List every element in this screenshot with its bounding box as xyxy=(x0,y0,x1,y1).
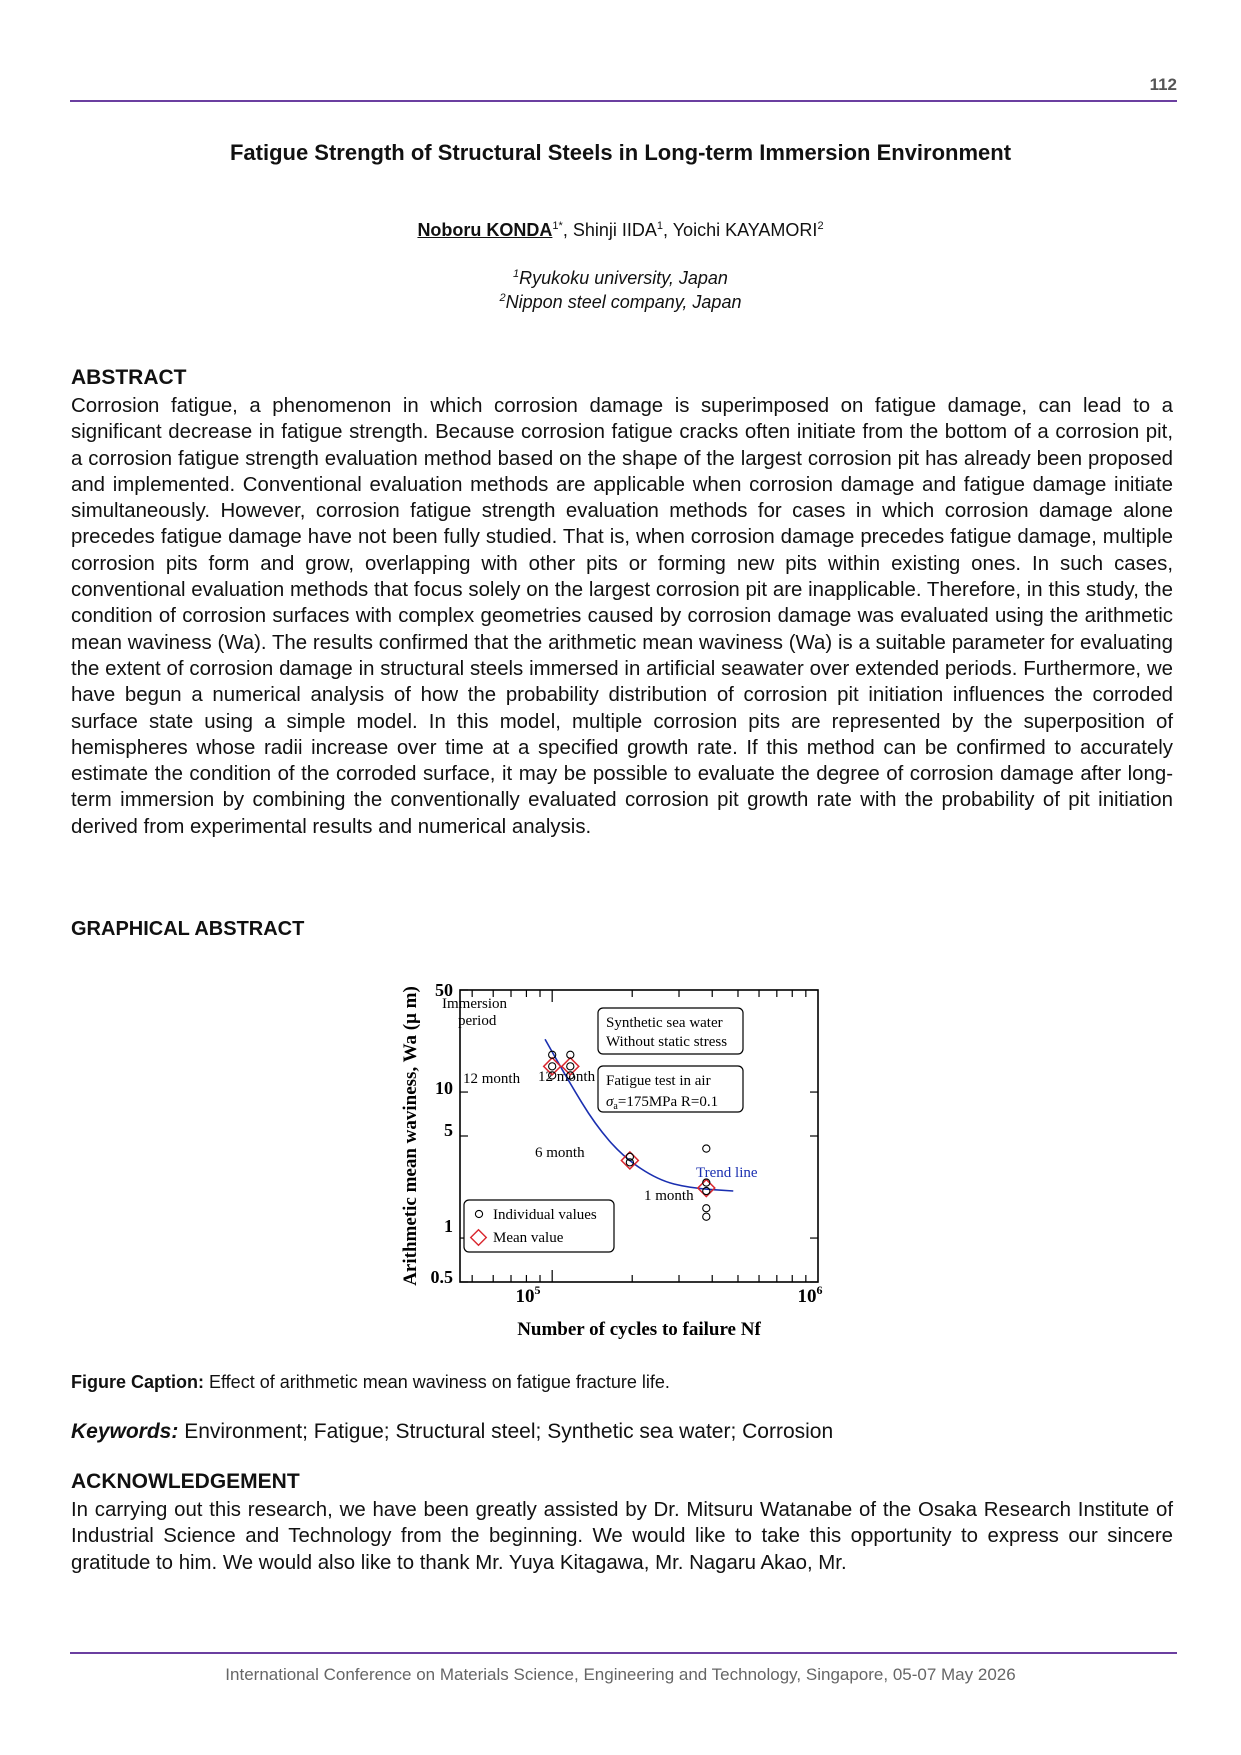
author-name: Yoichi KAYAMORI xyxy=(672,220,818,240)
box-text: Without static stress xyxy=(606,1034,728,1050)
abstract-body: Corrosion fatigue, a phenomenon in which corrosion damage is superimposed on fatigue damage, can lead to a significant decrease in fatigue strength. Because corrosion fatigue cracks often initiate from the bottom of a corrosion pit, a corrosion fatigue strength evaluation method based on the shape of the largest corrosion pit has already been proposed and implemented. Conventional evaluation methods are applicable when corrosion damage and fatigue damage initiate simultaneously. However, corrosion fatigue strength evaluation methods for cases in which corrosion damage alone precedes fatigue damage have not been fully studied. That is, when corrosion damage precedes fatigue damage, multiple corrosion pits form and grow, overlapping with other pits or forming new pits within existing ones. In such cases, conventional evaluation methods that focus solely on the largest corrosion pit are inapplicable. Therefore, in this study, the condition of corrosion surfaces with complex geometries caused by corrosion damage was evaluated using the arithmetic mean waviness (Wa). The results confirmed that the arithmetic mean waviness (Wa) is a suitable parameter for evaluating the extent of corrosion damage in structural steels immersed in artificial seawater over extended periods. Furthermore, we have begun a numerical analysis of how the probability distribution of corrosion pit initiation influences the corroded surface state using a simple model. In this model, multiple corrosion pits are represented by the superposition of hemispheres whose radii increase over time at a specified growth rate. If this method can be confirmed to accurately estimate the condition of the corroded surface, it may be possible to evaluate the degree of corrosion damage after long-term immersion by combining the conventionally evaluated corrosion pit growth rate with the probability of pit initiation derived from experimental results and numerical analysis. xyxy=(71,395,1173,838)
affiliation xyxy=(0,292,1241,313)
individual-value-marker xyxy=(703,1213,710,1220)
acknowledgement-heading: ACKNOWLEDGEMENT xyxy=(71,1470,300,1493)
author-separator: , xyxy=(562,220,573,240)
x-axis-label: Number of cycles to failure Nf xyxy=(517,1319,761,1340)
x-tick-exponent: 5 xyxy=(534,1283,541,1297)
point-label-12-month: 12 month xyxy=(538,1069,596,1085)
sigma-symbol: σ xyxy=(606,1094,614,1110)
header-rule xyxy=(70,100,1177,102)
x-tick-exponent: 6 xyxy=(816,1283,823,1297)
individual-value-marker xyxy=(703,1145,710,1152)
point-label-12-month: 12 month xyxy=(463,1071,521,1087)
immersion-label xyxy=(442,996,507,1012)
keywords xyxy=(71,1420,833,1444)
affiliation-sup: 2 xyxy=(499,292,506,304)
keywords-text: Environment; Fatigue; Structural steel; Synthetic sea water; Corrosion xyxy=(178,1420,834,1443)
acknowledgement-body: In carrying out this research, we have been greatly assisted by Dr. Mitsuru Watanabe of the Osaka Research Institute of Industrial Science and Technology from the beginning. We would like to take this opportunity to express our sincere gratitude to him. We would also like to thank Mr. Yuya Kitagawa, Mr. Nagaru Akao, Mr. xyxy=(71,1499,1173,1574)
box-text: Synthetic sea water xyxy=(606,1015,723,1031)
presenting-author: Noboru KONDA xyxy=(417,220,553,240)
x-tick-label xyxy=(798,1283,823,1307)
paper-title: Fatigue Strength of Structural Steels in Long-term Immersion Environment xyxy=(229,140,1012,165)
individual-value-marker xyxy=(703,1205,710,1212)
immersion-line: Immersion xyxy=(442,996,507,1012)
box-text xyxy=(606,1094,718,1112)
legend-individual-label: Individual values xyxy=(493,1207,597,1223)
graphical-abstract-heading: GRAPHICAL ABSTRACT xyxy=(71,918,305,940)
footer-rule xyxy=(70,1652,1177,1654)
y-tick-label: 10 xyxy=(435,1078,453,1098)
y-axis-label: Arithmetic mean waviness, Wa (μ m) xyxy=(400,986,421,1286)
affiliation-sup: 1 xyxy=(513,268,520,280)
box-text: Fatigue test in air xyxy=(606,1073,711,1089)
immersion-line: period xyxy=(458,1013,497,1029)
author-sup: 2 xyxy=(817,220,824,232)
sigma-subscript: a xyxy=(613,1101,618,1112)
figure-caption xyxy=(71,1372,670,1393)
conference-footer: International Conference on Materials Science, Engineering and Technology, Singapore, 05-07 May 2026 xyxy=(225,1665,1016,1684)
y-tick-label: 5 xyxy=(444,1120,453,1140)
y-tick-label: 0.5 xyxy=(430,1267,453,1287)
author-name: Shinji IIDA xyxy=(572,220,657,240)
point-label-1-month: 1 month xyxy=(644,1188,694,1204)
x-tick-label xyxy=(516,1283,541,1307)
trend-line-label: Trend line xyxy=(696,1165,758,1181)
author-list xyxy=(0,220,1241,241)
page-number: 112 xyxy=(1149,75,1177,94)
waviness-chart xyxy=(380,970,840,1340)
affiliation-text: Nippon steel company, Japan xyxy=(505,292,742,312)
y-tick-label: 1 xyxy=(444,1216,453,1236)
caption-text: Effect of arithmetic mean waviness on fatigue fracture life. xyxy=(204,1372,670,1392)
x-tick-base: 10 xyxy=(797,1286,817,1307)
caption-label: Figure Caption: xyxy=(71,1372,204,1392)
affiliation-text: Ryukoku university, Japan xyxy=(519,268,728,288)
box-stress-text: =175MPa R=0.1 xyxy=(617,1094,719,1110)
author-sup: 1* xyxy=(552,220,563,232)
keywords-label: Keywords: xyxy=(71,1420,179,1443)
point-label-6-month: 6 month xyxy=(535,1145,585,1161)
y-tick-label: 50 xyxy=(435,980,453,1000)
author-sup: 1 xyxy=(656,220,664,232)
affiliation xyxy=(0,268,1241,289)
graphical-abstract-figure xyxy=(380,970,840,1340)
legend-mean-label: Mean value xyxy=(493,1230,564,1246)
x-tick-base: 10 xyxy=(515,1286,535,1307)
author-separator: , xyxy=(663,220,673,240)
abstract-heading: ABSTRACT xyxy=(71,366,187,389)
